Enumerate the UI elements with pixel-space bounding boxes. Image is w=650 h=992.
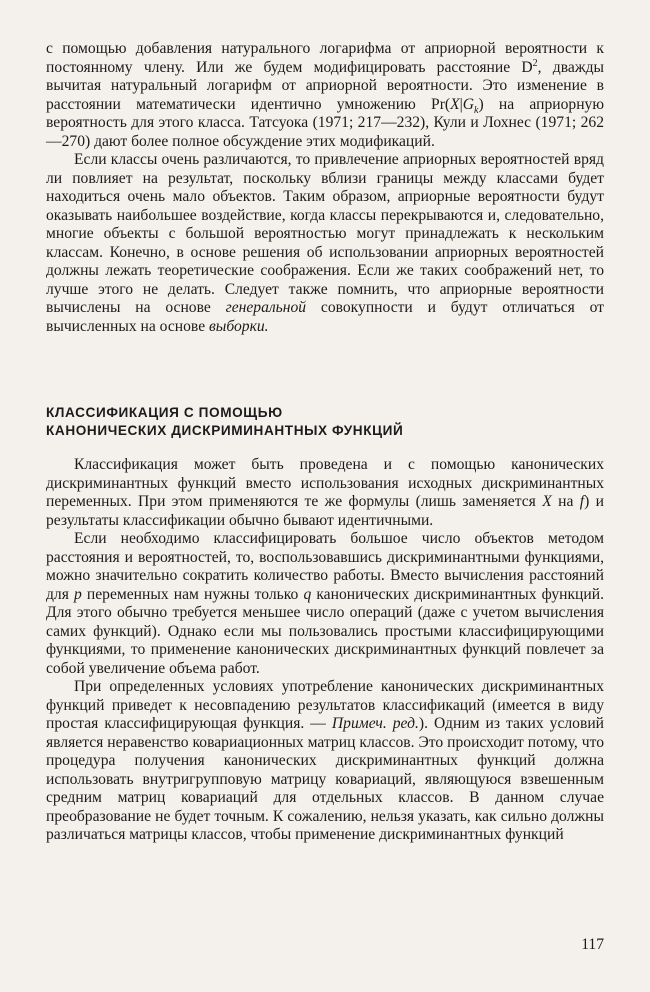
text-run: X: [542, 493, 552, 510]
paragraph-p2: [46, 151, 604, 336]
section-heading-line-2: КАНОНИЧЕСКИХ ДИСКРИМИНАНТНЫХ ФУНКЦИЙ: [46, 423, 404, 438]
text-run: переменных нам нужны только: [81, 585, 304, 603]
text-run: ). Одним из таких условий является неравенство ковариационных матриц классов. Это происходит потому, что процедура получения канонических дискриминантных функций должна использовать внутригрупповую матрицу ковариаций, являющуюся взвешенным средним матриц ковариаций для отдельных классов. В данном случае преобразование не будет точным. К сожалению, нельзя указать, как сильно должны различаться матрицы классов, чтобы применение дискриминантных функций: [46, 715, 605, 843]
text-run: канонических дискриминантных функций. Для этого обычно требуется меньшее число операций (даже с учетом вычисления самих функций). Однако если мы пользовались простыми классифицирующими функциями, то применение канонических дискриминантных функций повлечет за собой увеличение объема работ.: [46, 585, 604, 677]
section-heading: [46, 404, 604, 440]
text-run: совокупности и будут отличаться от вычисленных на основе: [46, 299, 604, 335]
text-run: Примеч. ред.: [331, 715, 419, 732]
text-run: 2: [532, 57, 538, 69]
paragraph-p3: [46, 456, 604, 530]
text-run: p: [74, 585, 82, 603]
text-run: на: [551, 493, 580, 510]
text-run: При определенных условиях употребление канонических дискриминантных функций приведет к несовпадению результатов классификаций (имеется в виду простая классифицирующая функция. —: [46, 678, 604, 732]
text-run: , дважды вычитая натуральный логарифм от априорной вероятности. Это изменение в расстоянии математически идентично умножению Pr(: [46, 58, 605, 113]
paragraph-p1: [46, 40, 604, 151]
text-block-top: [46, 40, 604, 336]
text-run: выборки.: [209, 317, 269, 335]
text-run: G: [462, 95, 474, 113]
text-run: f: [579, 493, 585, 510]
text-run: генеральной: [225, 299, 307, 316]
text-run: ) на априорную вероятность для этого класса. Татсуока (1971; 217—232), Кули и Лохнес (1971; 262—270) дают более полное обсуждение этих модификаций.: [46, 95, 604, 150]
text-run: X: [450, 95, 460, 113]
text-run: ) и результаты классификации обычно бывают идентичными.: [46, 493, 604, 529]
paragraph-p5: [46, 678, 604, 845]
paragraph-p4: [46, 530, 604, 678]
text-run: q: [303, 585, 312, 603]
text-block-bottom: [46, 456, 604, 845]
text-run: k: [474, 104, 479, 116]
text-run: Если классы очень различаются, то привлечение априорных вероятностей вряд ли повлияет на результат, поскольку вблизи границы между классами будет находиться очень мало объектов. Таким образом, априорные вероятности будут оказывать наибольшее воздействие, когда классы перекрываются и, следовательно, многие объекты с большой вероятностью могут принадлежать к нескольким классам. Конечно, в основе решения об использовании априорных вероятностей должны лежать теоретические соображения. Если же таких соображений нет, то лучше этого не делать. Следует также помнить, что априорные вероятности вычислены на основе: [46, 151, 604, 316]
text-run: с помощью добавления натурального логарифма от априорной вероятности к постоянному члену. Или же будем модифицировать расстояние D: [46, 40, 604, 76]
text-run: |: [459, 95, 463, 113]
text-run: Классификация может быть проведена и с помощью канонических дискриминантных функций вместо использования исходных дискриминантных переменных. При этом применяются те же формулы (лишь заменяется: [46, 456, 604, 510]
text-run: Если необходимо классифицировать большое число объектов методом расстояния и вероятностей, то, воспользовавшись дискриминантными функциями, можно значительно сократить количество работы. Вместо вычисления расстояний для: [46, 530, 604, 603]
page-number: 117: [581, 936, 604, 953]
section-heading-line-1: КЛАССИФИКАЦИЯ С ПОМОЩЬЮ: [46, 405, 283, 420]
